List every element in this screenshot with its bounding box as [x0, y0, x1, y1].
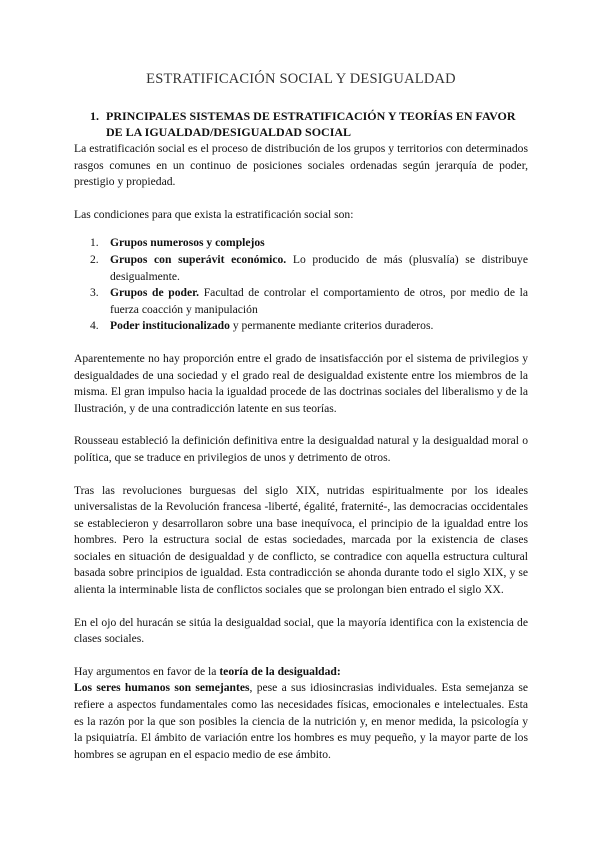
document-title: ESTRATIFICACIÓN SOCIAL Y DESIGUALDAD — [146, 71, 456, 87]
list-item-bold: Grupos de poder. — [110, 286, 200, 300]
list-item-bold: Poder institucionalizado — [110, 319, 230, 333]
argument-lead-text: Hay argumentos en favor de la — [74, 664, 220, 678]
argument-lead — [74, 664, 528, 681]
section-number: 1. — [90, 109, 99, 123]
conditions-lead: Las condiciones para que exista la estratificación social son: — [74, 207, 354, 221]
list-item-number: 4. — [90, 319, 99, 333]
argument-paragraph — [74, 680, 528, 763]
document-page — [74, 70, 528, 763]
paragraph-bourgeois-revolutions: Tras las revoluciones burguesas del siglo XIX, nutridas espiritualmente por los ideales universalistas de la Revolución francesa -liberté, égalité, fraternité-, las democracias occidentales se establecieron y desarrollaron sobre una base inequívoca, el principio de la igualdad entre los hombres. Pero la estructura social de estas sociedades, marcada por la existencia de clases sociales en situación de desigualdad y de conflicto, se contradice con aquella estructura cultural basada sobre principios de igualdad. Esta contradicción se ahonda durante todo el siglo XIX, y se alienta la interminable lista de conflictos sociales que se prolongan bien entrado el siglo XX. — [74, 483, 528, 597]
section-heading — [74, 108, 528, 140]
argument-first-rest: , pese a sus idiosincrasias individuales. Esta semejanza se refiere a aspectos fundamentales como las necesidades físicas, emocionales e intelectuales. Esta es la razón por la que son posibles la ciencia de la nutrición y, en menor medida, la psicología y la psiquiatría. El ámbito de variación entre los hombres es muy pequeño, y la mayor parte de los hombres se agrupan en el espacio medio de ese ámbito. — [74, 681, 528, 761]
list-item-bold: Grupos con superávit económico. — [110, 252, 287, 266]
list-item-rest: Facultad de controlar el comportamiento de otros, por medio de la fuerza coacción y manipulación — [110, 286, 529, 316]
paragraph-rousseau: Rousseau estableció la definición definitiva entre la desigualdad natural y la desigualdad moral o política, que se traduce en privilegios de unos y detrimento de otros. — [74, 434, 528, 464]
argument-lead-bold: teoría de la desigualdad: — [219, 664, 341, 678]
list-item-bold: Grupos numerosos y complejos — [110, 236, 265, 250]
paragraph-inequality-proportion: Aparentemente no hay proporción entre el grado de insatisfacción por el sistema de privilegios y desigualdades de una sociedad y el grado real de desigualdad existente entre los miembros de la misma. El gran impulso hacia la igualdad procede de las doctrinas sociales del liberalismo y de la Ilustración, y de una contradicción latente en sus teorías. — [74, 351, 528, 415]
list-item-text — [110, 235, 528, 252]
list-item-number: 1. — [90, 236, 99, 250]
list-item — [74, 285, 528, 318]
argument-first-bold: Los seres humanos son semejantes — [74, 681, 250, 695]
list-item-number: 3. — [90, 286, 99, 300]
list-item-text — [110, 252, 528, 285]
list-item-text — [110, 318, 528, 335]
section-heading-text: PRINCIPALES SISTEMAS DE ESTRATIFICACIÓN Y TEORÍAS EN FAVOR DE LA IGUALDAD/DESIGUALDAD SOCIAL — [106, 109, 516, 139]
list-item — [74, 252, 528, 285]
list-item-rest: Lo producido de más (plusvalía) se distribuye desigualmente. — [110, 252, 528, 283]
paragraph-hurricane-eye: En el ojo del huracán se sitúa la desigualdad social, que la mayoría identifica con la existencia de clases sociales. — [74, 615, 528, 646]
conditions-list — [74, 235, 528, 335]
intro-paragraph: La estratificación social es el proceso de distribución de los grupos y territorios con determinados rasgos comunes en un continuo de posiciones sociales ordenadas según jerarquía de poder, prestigio y propiedad. — [74, 142, 528, 189]
list-item — [74, 235, 528, 252]
list-item — [74, 318, 528, 335]
list-item-rest: y permanente mediante criterios duraderos. — [229, 319, 434, 333]
list-item-number: 2. — [90, 252, 99, 266]
list-item-text — [110, 285, 528, 318]
